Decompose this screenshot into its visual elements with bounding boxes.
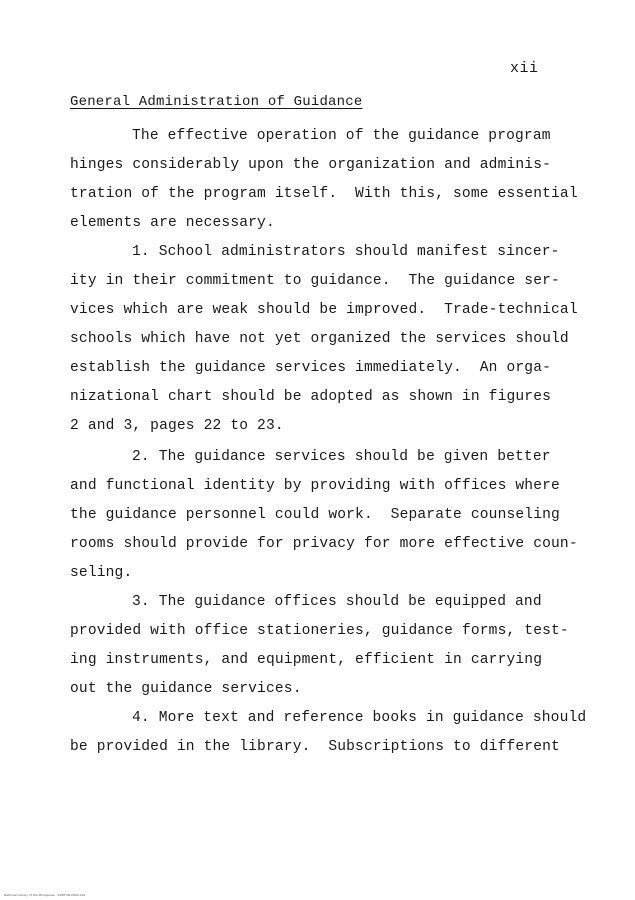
text-line: ity in their commitment to guidance. The guidance ser- (70, 273, 560, 289)
text-line: and functional identity by providing with offices where (70, 478, 560, 494)
text-line: nizational chart should be adopted as shown in figures (70, 389, 552, 405)
text-line: provided with office stationeries, guidance forms, test- (70, 623, 569, 639)
text-line: vices which are weak should be improved. Trade-technical (70, 302, 578, 318)
text-line: the guidance personnel could work. Separate counseling (70, 507, 560, 523)
text-line: establish the guidance services immediately. An orga- (70, 360, 552, 376)
text-line: tration of the program itself. With this, some essential (70, 186, 578, 202)
text-line: 3. The guidance offices should be equipped and (132, 594, 542, 610)
text-line: schools which have not yet organized the services should (70, 331, 569, 347)
text-line: 2 and 3, pages 22 to 23. (70, 418, 284, 434)
page-number: xii (510, 60, 539, 77)
text-line: seling. (70, 565, 133, 581)
text-line: rooms should provide for privacy for more effective coun- (70, 536, 578, 552)
text-line: The effective operation of the guidance program (132, 128, 551, 144)
section-heading: General Administration of Guidance (70, 94, 363, 110)
text-line: out the guidance services. (70, 681, 302, 697)
text-line: 2. The guidance services should be given better (132, 449, 551, 465)
text-line: elements are necessary. (70, 215, 275, 231)
text-line: be provided in the library. Subscriptions to different (70, 739, 560, 755)
text-line: hinges considerably upon the organization and adminis- (70, 157, 552, 173)
library-footer-note: National Library of the Philippines · ILPDF/IR-2009-210 (4, 893, 86, 897)
text-line: 4. More text and reference books in guidance should (132, 710, 587, 726)
text-line: 1. School administrators should manifest sincer- (132, 244, 560, 260)
text-line: ing instruments, and equipment, efficient in carrying (70, 652, 543, 668)
